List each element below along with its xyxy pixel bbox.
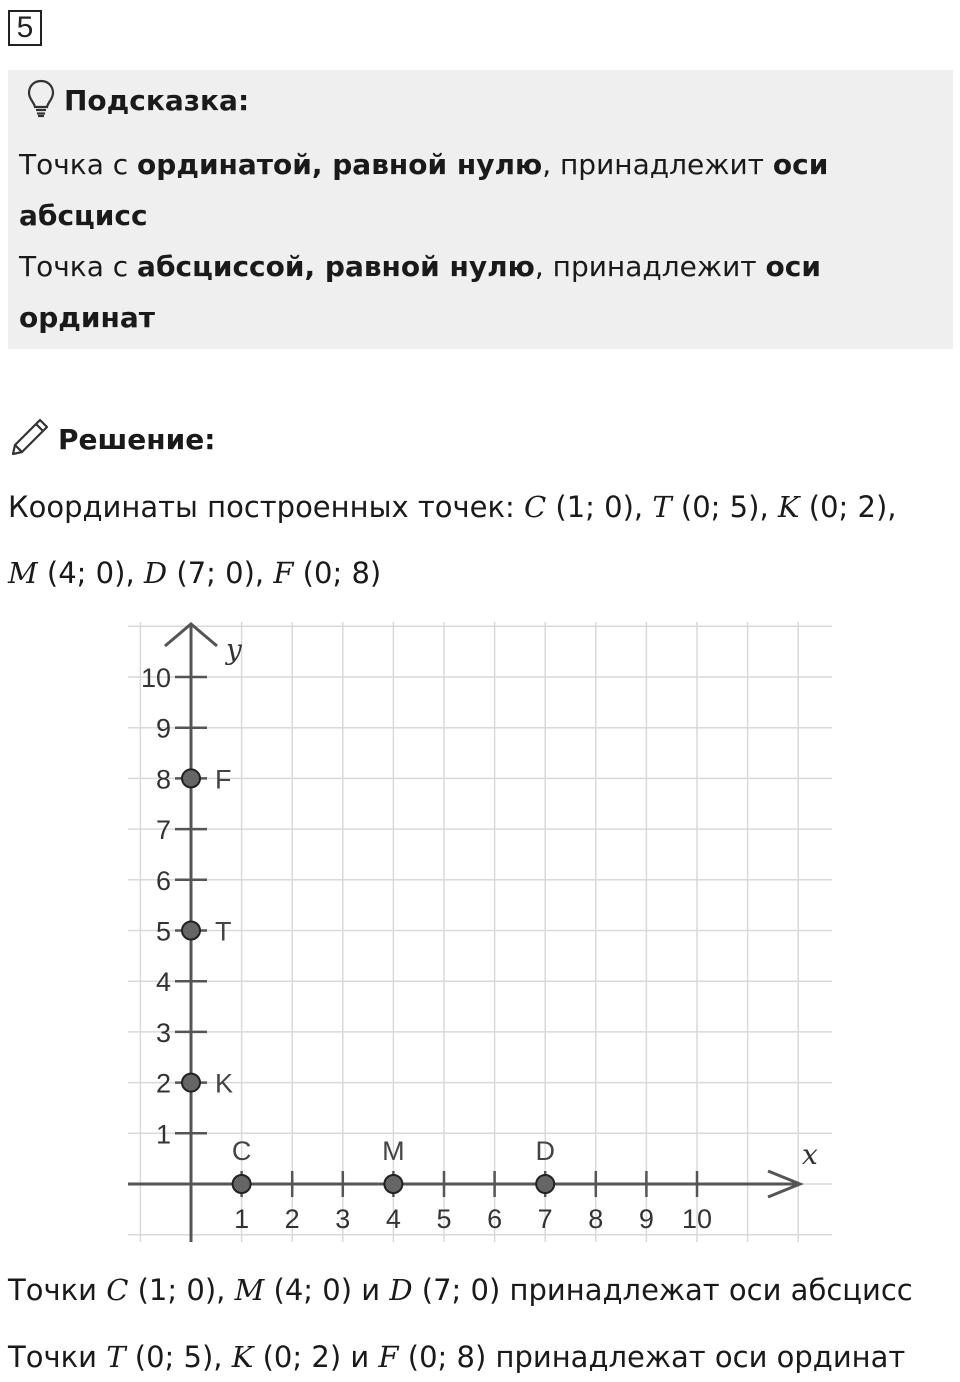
hint-line-2: абсцисс: [19, 199, 148, 232]
solution-title: Решение:: [58, 422, 216, 456]
point-label-d: D: [535, 1136, 555, 1166]
problem-number: 5: [8, 10, 42, 46]
y-tick-label: 5: [155, 916, 171, 947]
solution-line-2: M (4; 0), D (7; 0), F (0; 8): [8, 556, 382, 590]
lightbulb-icon: [26, 78, 56, 122]
hint-line-3: Точка с абсциссой, равной нулю, принадлежит оси: [19, 250, 821, 283]
x-tick-label: 7: [537, 1204, 553, 1234]
point-d: [536, 1175, 554, 1193]
solution-header: [8, 416, 215, 462]
y-tick-label: 6: [155, 865, 171, 896]
conclusion-line-2: Точки T (0; 5), K (0; 2) и F (0; 8) принадлежат оси ординат: [8, 1340, 906, 1374]
x-tick-label: 3: [335, 1204, 351, 1234]
hint-line-1: Точка с ординатой, равной нулю, принадлежит оси: [19, 148, 829, 181]
y-tick-label: 9: [155, 713, 171, 744]
point-m: [384, 1175, 402, 1193]
x-tick-label: 1: [234, 1204, 250, 1234]
x-tick-label: 5: [436, 1204, 452, 1234]
y-tick-label: 3: [155, 1017, 171, 1048]
solution-line-1: Координаты построенных точек: C (1; 0), T (0; 5), K (0; 2),: [8, 490, 897, 524]
y-axis-label: y: [226, 633, 242, 666]
y-tick-label: 4: [155, 967, 171, 998]
y-tick-label: 1: [155, 1119, 171, 1150]
point-label-t: T: [215, 916, 232, 947]
coordinate-plane: [0, 610, 960, 1250]
x-axis-label: x: [802, 1138, 818, 1171]
hint-header: [26, 78, 249, 122]
y-tick-label: 7: [155, 815, 171, 846]
point-c: [233, 1175, 251, 1193]
y-tick-label: 10: [140, 663, 171, 693]
y-tick-label: 8: [155, 764, 171, 795]
x-tick-label: 8: [588, 1204, 604, 1234]
x-tick-label: 2: [284, 1204, 300, 1234]
pencil-icon: [8, 415, 52, 463]
x-tick-label: 10: [681, 1204, 713, 1234]
point-label-m: M: [382, 1136, 405, 1166]
point-k: [182, 1074, 200, 1092]
x-tick-label: 4: [385, 1204, 401, 1234]
point-label-c: C: [231, 1136, 252, 1166]
hint-line-4: ординат: [19, 301, 155, 334]
hint-title: Подсказка:: [64, 83, 250, 117]
point-label-f: F: [215, 764, 232, 795]
x-tick-label: 6: [487, 1204, 503, 1234]
hint-box: [8, 70, 953, 349]
point-t: [182, 922, 200, 940]
point-label-k: K: [215, 1068, 234, 1099]
x-tick-label: 9: [638, 1204, 654, 1234]
point-f: [182, 769, 200, 787]
conclusion-line-1: Точки C (1; 0), M (4; 0) и D (7; 0) принадлежат оси абсцисс: [8, 1273, 913, 1307]
y-tick-label: 2: [155, 1068, 171, 1099]
